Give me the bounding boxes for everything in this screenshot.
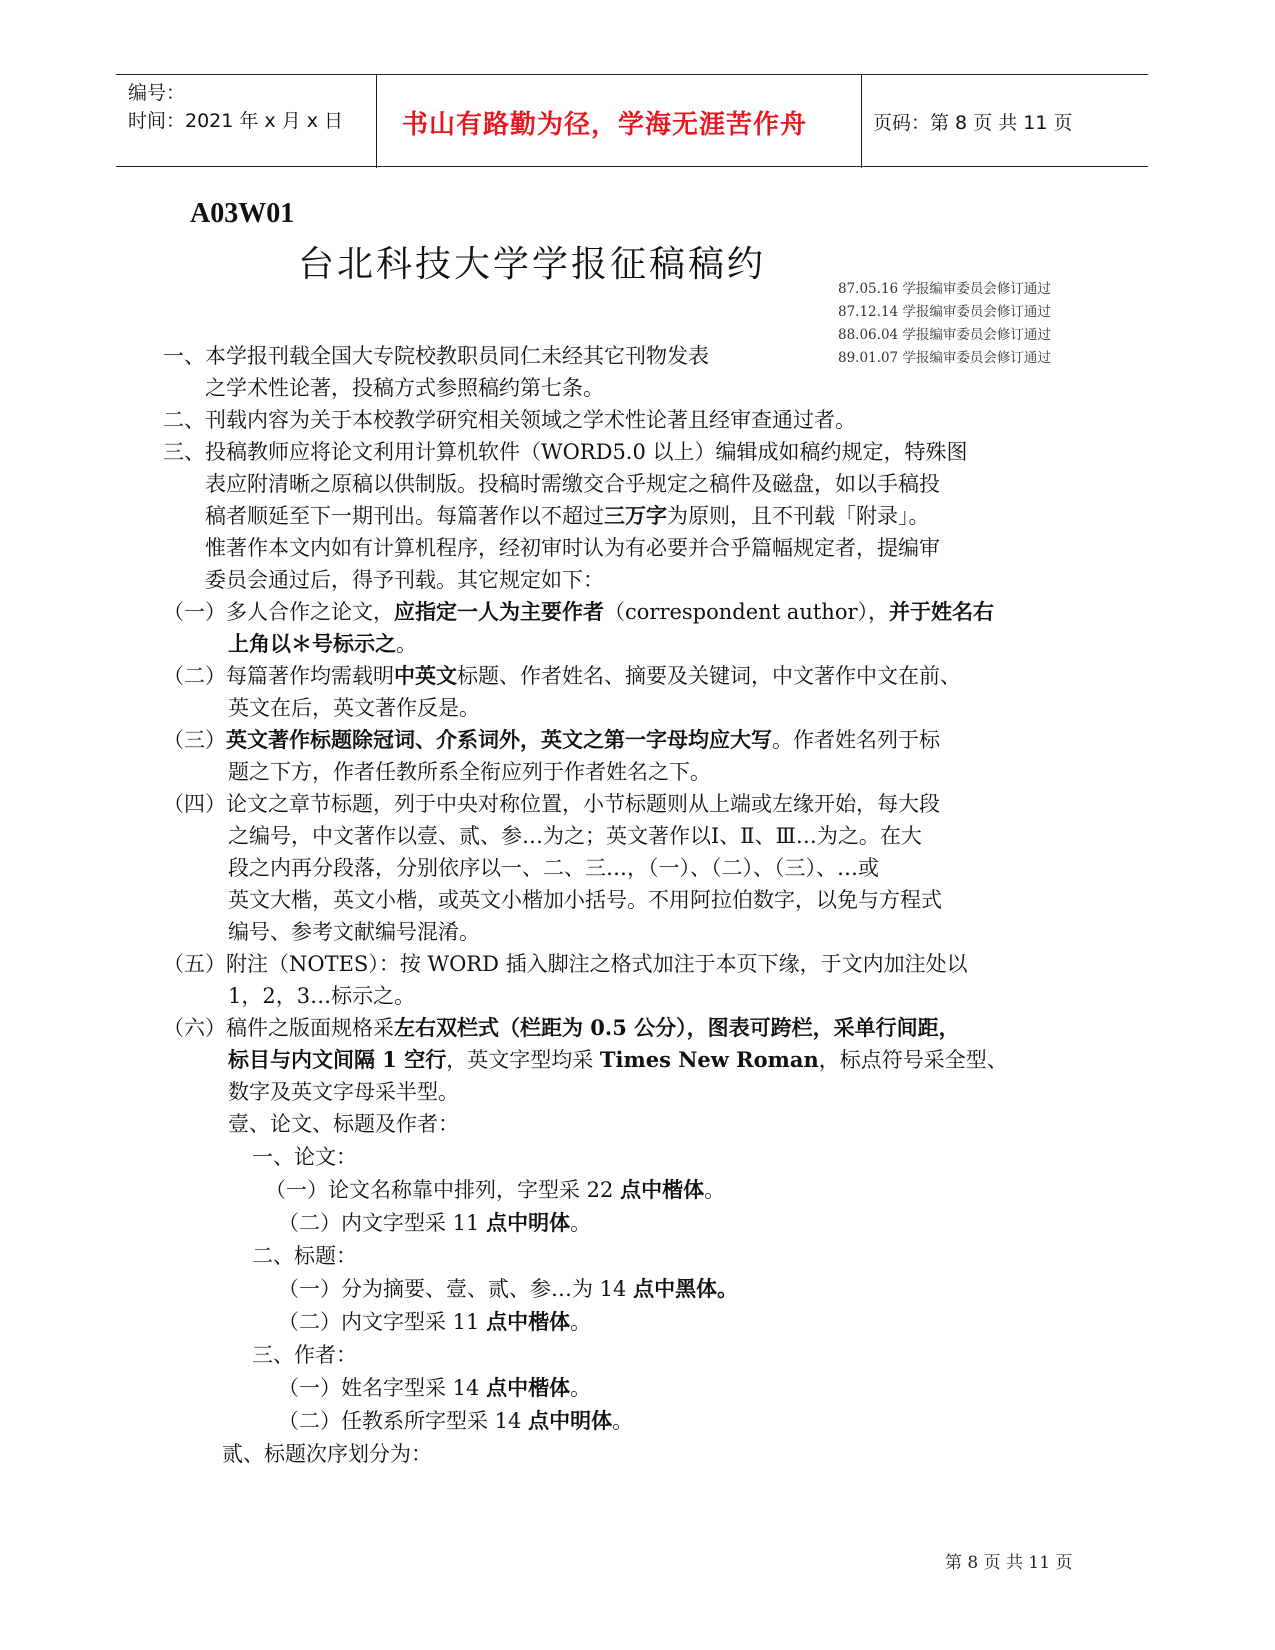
body-line (278, 1207, 591, 1240)
body-text-run: 。 (570, 1211, 592, 1235)
body-text-run: 之学术性论著，投稿方式参照稿约第七条。 (205, 376, 604, 400)
body-text-run: （二）任教系所字型采 14 (278, 1409, 529, 1433)
header-divider-left (376, 74, 377, 168)
page-indicator: 页码：第 8 页 共 11 页 (873, 112, 1073, 134)
revision-note: 89.01.07 学报编审委员会修订通过 (838, 350, 1051, 366)
body-text-bold: 应指定一人为主要作者 (394, 599, 604, 624)
body-text-bold: 点中明体 (528, 1408, 613, 1433)
body-line (252, 1339, 357, 1372)
body-line (228, 628, 417, 661)
revision-note: 88.06.04 学报编审委员会修订通过 (838, 327, 1051, 343)
body-text-run: （一）姓名字型采 14 (278, 1376, 487, 1400)
body-text-run: 贰、标题次序划分为： (222, 1442, 432, 1466)
body-text-run: （三） (163, 728, 226, 752)
body-text-bold: 上角以＊号标示之 (228, 631, 396, 656)
revision-note: 87.05.16 学报编审委员会修订通过 (838, 281, 1051, 297)
body-text-bold: 标目与内文间隔 1 空行 (228, 1047, 447, 1072)
body-text-bold: 英文著作标题除冠词、介系词外，英文之第一字母均应大写 (226, 727, 772, 752)
body-line (163, 404, 856, 437)
body-text-run: （六）稿件之版面规格采 (163, 1016, 394, 1040)
body-line (163, 948, 968, 981)
body-line (163, 724, 940, 757)
body-line (228, 916, 480, 949)
body-text-run: 一、本学报刊载全国大专院校教职员同仁未经其它刊物发表 (163, 344, 709, 368)
body-text-run: （一）论文名称靠中排列，字型采 22 (265, 1178, 621, 1202)
revision-note: 87.12.14 学报编审委员会修订通过 (838, 304, 1051, 320)
document-code: A03W01 (190, 198, 295, 229)
body-line (163, 788, 940, 821)
body-text-bold: 三万字 (604, 503, 667, 528)
body-text-bold: 中英文 (394, 663, 457, 688)
body-text-run: 为原则，且不刊载「附录」。 (667, 504, 930, 528)
body-line (228, 852, 879, 885)
page-title: 台北科技大学学报征稿稿约 (298, 244, 767, 285)
body-text-run: 二、刊载内容为关于本校教学研究相关领域之学术性论著且经审查通过者。 (163, 408, 856, 432)
body-text-run: 段之内再分段落，分别依序以一、二、三…，（一）、（二）、（三）、…或 (228, 856, 879, 880)
body-text-run: （correspondent author）， (604, 600, 889, 624)
body-text-run: （二）内文字型采 11 (278, 1211, 487, 1235)
body-text-run: 委员会通过后，得予刊载。其它规定如下： (205, 568, 604, 592)
body-text-run: 题之下方，作者任教所系全衔应列于作者姓名之下。 (228, 760, 711, 784)
body-text-run: 。 (612, 1409, 634, 1433)
body-text-run: 英文大楷，英文小楷，或英文小楷加小括号。不用阿拉伯数字，以免与方程式 (228, 888, 942, 912)
body-text-run: 。作者姓名列于标 (772, 728, 940, 752)
body-text-run: 惟著作本文内如有计算机程序，经初审时认为有必要并合乎篇幅规定者，提编审 (205, 536, 940, 560)
body-line (163, 436, 968, 469)
body-text-run: 表应附清晰之原稿以供制版。投稿时需缴交合乎规定之稿件及磁盘，如以手稿投 (205, 472, 940, 496)
body-text-run: 二、标题： (252, 1244, 357, 1268)
body-line (252, 1141, 357, 1174)
body-text-run: 三、作者： (252, 1343, 357, 1367)
body-text-bold: 点中楷体 (620, 1177, 705, 1202)
body-line (163, 596, 994, 629)
header-top-rule (116, 74, 1148, 75)
body-line (278, 1405, 633, 1438)
body-line (205, 532, 940, 565)
body-text-run: 一、论文： (252, 1145, 357, 1169)
body-line (163, 340, 709, 373)
body-line (278, 1306, 591, 1339)
body-text-run: 数字及英文字母采半型。 (228, 1080, 459, 1104)
body-text-run: 标题、作者姓名、摘要及关键词，中文著作中文在前、 (457, 664, 961, 688)
body-line (205, 500, 930, 533)
body-text-bold: 点中明体 (486, 1210, 571, 1235)
body-line (228, 820, 922, 853)
body-text-run: （一）分为摘要、壹、贰、参…为 14 (278, 1277, 634, 1301)
body-text-run: 英文在后，英文著作反是。 (228, 696, 480, 720)
body-text-bold: Times New Roman (599, 1047, 819, 1072)
body-text-run: （一）多人合作之论文， (163, 600, 394, 624)
body-line (222, 1438, 432, 1471)
body-text-run: 。 (704, 1178, 726, 1202)
body-line (265, 1174, 725, 1207)
body-text-run: ，标点符号采全型、 (818, 1048, 1008, 1072)
body-text-run: 。 (396, 632, 417, 656)
body-text-bold: 点中楷体 (486, 1375, 571, 1400)
body-text-bold: 点中黑体。 (633, 1276, 739, 1301)
body-text-run: （五）附注（NOTES）：按 WORD 插入脚注之格式加注于本页下缘，于文内加注处以 (163, 952, 968, 976)
revision-notes (838, 278, 1051, 370)
body-text-bold: 左右双栏式（栏距为 0.5 公分），图表可跨栏，采单行间距， (394, 1015, 960, 1040)
body-line (205, 468, 940, 501)
body-text-bold: 点中楷体 (486, 1309, 571, 1334)
body-line (228, 692, 480, 725)
date-text: 时间：2021 年 x 月 x 日 (128, 110, 344, 132)
serial-label: 编号： (128, 82, 186, 104)
body-line (278, 1273, 738, 1306)
body-text-run: （二）内文字型采 11 (278, 1310, 487, 1334)
body-text-run: 1，2，3…标示之。 (228, 984, 416, 1008)
body-line (163, 660, 961, 693)
body-text-run: 。 (570, 1376, 592, 1400)
header-divider-right (861, 74, 862, 168)
body-text-run: ，英文字型均采 (446, 1048, 600, 1072)
body-line (228, 980, 415, 1013)
body-text-bold: 并于姓名右 (889, 599, 994, 624)
body-text-run: 三、投稿教师应将论文利用计算机软件（WORD5.0 以上）编辑成如稿约规定，特殊图 (163, 440, 968, 464)
body-text-run: （四）论文之章节标题，列于中央对称位置，小节标题则从上端或左缘开始，每大段 (163, 792, 940, 816)
body-text-run: 编号、参考文献编号混淆。 (228, 920, 480, 944)
body-line (228, 884, 942, 917)
body-text-run: 稿者顺延至下一期刊出。每篇著作以不超过 (205, 504, 604, 528)
body-line (228, 1044, 1008, 1077)
body-text-run: 之编号，中文著作以壹、贰、参…为之；英文著作以Ⅰ、Ⅱ、Ⅲ…为之。在大 (228, 824, 922, 848)
body-line (205, 372, 604, 405)
body-line (278, 1372, 591, 1405)
body-line (228, 1108, 459, 1141)
page-footer: 第 8 页 共 11 页 (945, 1553, 1073, 1573)
body-text-run: 。 (570, 1310, 592, 1334)
header-bottom-rule (116, 166, 1148, 167)
body-line (252, 1240, 357, 1273)
body-text-run: 壹、论文、标题及作者： (228, 1112, 459, 1136)
body-line (163, 1012, 960, 1045)
header-motto: 书山有路勤为径，学海无涯苦作舟 (402, 110, 808, 140)
body-line (228, 756, 711, 789)
body-line (205, 564, 604, 597)
body-text-run: （二）每篇著作均需载明 (163, 664, 394, 688)
body-line (228, 1076, 459, 1109)
